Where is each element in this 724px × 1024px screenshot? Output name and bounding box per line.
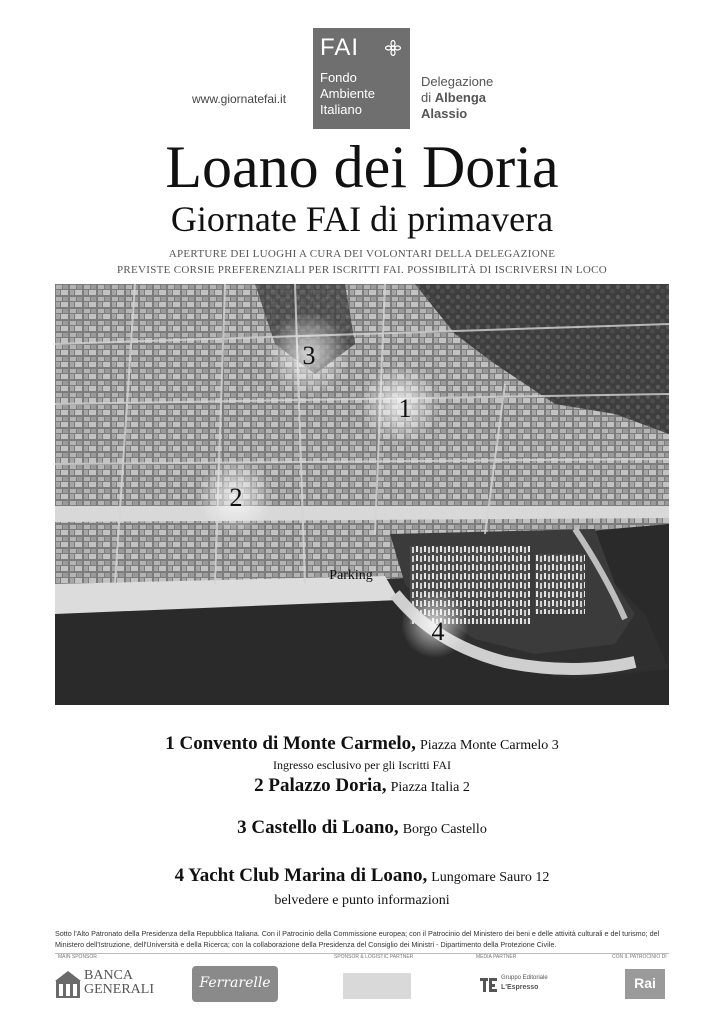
page-title: Loano dei Doria	[165, 134, 559, 200]
delegation-line	[421, 90, 493, 106]
delegation-block	[421, 74, 493, 122]
map-marker: 1	[398, 394, 412, 423]
espresso-text	[501, 974, 548, 992]
sponsor-label: CON IL PATROCINIO DI	[612, 954, 667, 960]
dhl-logo	[343, 973, 411, 999]
location-name: 1 Convento di Monte Carmelo,	[165, 733, 416, 754]
location-item	[0, 817, 724, 839]
sponsor-label: MEDIA PARTNER	[476, 954, 517, 960]
map-marker: 4	[431, 617, 445, 646]
patronage-text: Sotto l'Alto Patronato della Presidenza della Repubblica Italiana. Con il Patrocinio della Commissione europea; con il Patrocinio del Ministero dei beni e delle attività culturali e del turismo; del Ministero dell'Istruzione, dell'Università e della Ricerca; con la collaborazione della Presidenza del Consiglio dei Ministri - Dipartimento della Protezione Civile.	[55, 929, 660, 949]
ferrarelle-text: Ferrarelle	[199, 975, 271, 991]
location-item	[0, 775, 724, 797]
fai-subtitle-line: Italiano	[320, 102, 362, 117]
info-note: PREVISTE CORSIE PREFERENZIALI PER ISCRITTI FAI. POSSIBILITÀ DI ISCRIVERSI IN LOCO	[116, 264, 608, 276]
fai-subtitle	[320, 70, 375, 118]
espresso-line: L'Espresso	[501, 984, 539, 991]
delegation-city: Albenga	[434, 90, 487, 105]
espresso-line: Gruppo Editoriale	[501, 975, 548, 981]
sponsor-label: SPONSOR & LOGISTIC PARTNER	[334, 954, 414, 960]
location-item	[0, 733, 724, 755]
banca-line: BANCA	[84, 968, 134, 983]
location-item	[0, 865, 724, 887]
fai-logo-text: FAI	[320, 34, 360, 61]
location-note: belvedere e punto informazioni	[274, 893, 450, 908]
map-marker: 2	[229, 483, 243, 512]
location-address: Piazza Monte Carmelo 3	[419, 738, 559, 753]
rai-text: Rai	[634, 975, 656, 991]
location-address: Borgo Castello	[402, 822, 487, 837]
page-subtitle: Giornate FAI di primavera	[170, 199, 554, 239]
location-name: 4 Yacht Club Marina di Loano,	[174, 865, 428, 886]
delegation-prefix: di	[421, 90, 432, 105]
fai-subtitle-line: Ambiente	[320, 86, 375, 101]
banca-line: GENERALI	[84, 982, 154, 997]
map-parking-label: Parking	[329, 568, 373, 583]
fai-subtitle-line: Fondo	[320, 70, 357, 85]
location-name: 3 Castello di Loano,	[237, 817, 399, 838]
delegation-city: Alassio	[421, 106, 468, 121]
delegation-line	[421, 106, 493, 122]
location-note: Ingresso esclusivo per gli Iscritti FAI	[272, 758, 452, 772]
sponsor-label: MAIN SPONSOR	[58, 954, 97, 960]
fai-flower-icon	[385, 40, 401, 56]
website-link[interactable]: www.giornatefai.it	[192, 92, 287, 106]
delegation-line: Delegazione	[421, 74, 494, 89]
location-address: Lungomare Sauro 12	[431, 870, 550, 885]
map-marker: 3	[302, 341, 316, 370]
location-name: 2 Palazzo Doria,	[254, 775, 387, 796]
location-address: Piazza Italia 2	[390, 780, 470, 795]
banca-generali-text	[84, 969, 154, 997]
aerial-map	[55, 284, 669, 705]
info-note: APERTURE DEI LUOGHI A CURA DEI VOLONTARI DELLA DELEGAZIONE	[168, 248, 556, 260]
